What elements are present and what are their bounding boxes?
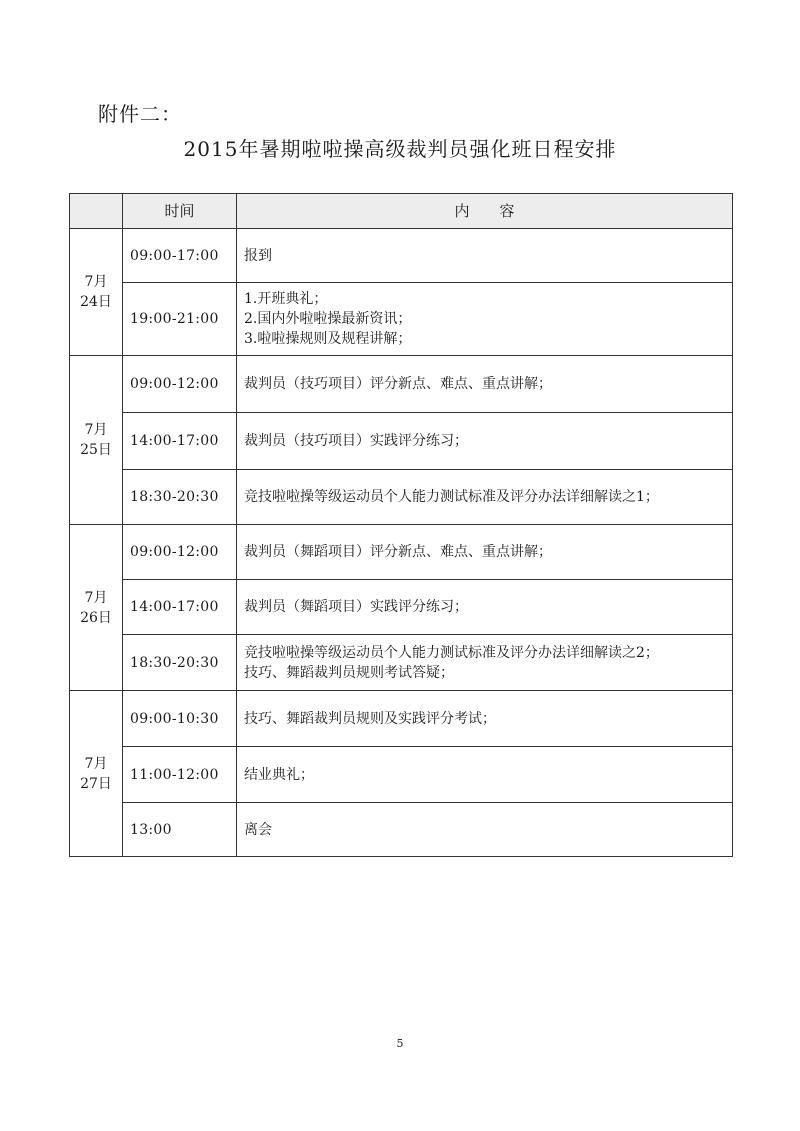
content-line: 裁判员（舞蹈项目）实践评分练习； <box>244 599 468 615</box>
content-line: 裁判员（舞蹈项目）评分新点、难点、重点讲解； <box>244 544 552 560</box>
time-cell: 13:00 <box>123 803 237 857</box>
table-row <box>70 525 733 580</box>
content-line: 竞技啦啦操等级运动员个人能力测试标准及评分办法详细解读之2； <box>244 644 659 661</box>
content-cell <box>237 283 733 356</box>
content-line: 裁判员（技巧项目）评分新点、难点、重点讲解； <box>244 376 552 392</box>
content-line: 裁判员（技巧项目）实践评分练习； <box>244 433 468 449</box>
content-line: 报到 <box>244 247 272 264</box>
date-cell <box>70 229 123 356</box>
content-line: 1.开班典礼； <box>244 291 328 307</box>
table-row <box>70 580 733 635</box>
table-row <box>70 356 733 413</box>
document-title: 2015年暑期啦啦操高级裁判员强化班日程安排 <box>183 137 617 161</box>
content-cell <box>237 413 733 470</box>
time-cell: 18:30-20:30 <box>123 635 237 691</box>
table-header-row <box>70 194 733 229</box>
content-line: 结业典礼； <box>244 766 314 783</box>
header-time: 时间 <box>123 194 237 229</box>
table-row <box>70 229 733 283</box>
table-row <box>70 691 733 747</box>
date-cell <box>70 356 123 525</box>
time-cell: 11:00-12:00 <box>123 747 237 803</box>
time-cell: 09:00-10:30 <box>123 691 237 747</box>
header-date <box>70 194 123 229</box>
content-line: 技巧、舞蹈裁判员规则及实践评分考试； <box>244 710 496 727</box>
date-cell <box>70 691 123 857</box>
content-line: 离会 <box>244 821 272 838</box>
table-row <box>70 747 733 803</box>
time-cell: 14:00-17:00 <box>123 413 237 470</box>
time-cell: 18:30-20:30 <box>123 470 237 525</box>
content-cell <box>237 747 733 803</box>
date-cell <box>70 525 123 691</box>
date-month: 7月 <box>84 274 108 290</box>
table-row <box>70 283 733 356</box>
table-row <box>70 413 733 470</box>
table-row <box>70 635 733 691</box>
content-cell <box>237 356 733 413</box>
content-cell <box>237 803 733 857</box>
time-cell: 19:00-21:00 <box>123 283 237 356</box>
content-cell <box>237 691 733 747</box>
date-day: 27日 <box>80 775 112 792</box>
time-cell: 09:00-12:00 <box>123 356 237 413</box>
table-row <box>70 803 733 857</box>
date-day: 26日 <box>80 609 112 626</box>
content-cell <box>237 580 733 635</box>
content-line: 技巧、舞蹈裁判员规则考试答疑； <box>244 664 454 681</box>
schedule-table <box>69 193 733 857</box>
time-cell: 09:00-12:00 <box>123 525 237 580</box>
content-cell <box>237 470 733 525</box>
header-content: 内 容 <box>237 194 733 229</box>
date-day: 24日 <box>80 294 112 310</box>
page-number: 5 <box>396 1037 404 1050</box>
date-month: 7月 <box>84 422 108 438</box>
content-line: 2.国内外啦啦操最新资讯； <box>244 311 412 327</box>
content-line: 3.啦啦操规则及规程讲解； <box>244 331 412 347</box>
time-cell: 14:00-17:00 <box>123 580 237 635</box>
content-cell <box>237 229 733 283</box>
date-month: 7月 <box>84 589 108 606</box>
time-cell: 09:00-17:00 <box>123 229 237 283</box>
content-cell <box>237 635 733 691</box>
table-row <box>70 470 733 525</box>
annex-label: 附件二： <box>98 102 182 126</box>
content-cell <box>237 525 733 580</box>
date-month: 7月 <box>84 755 108 772</box>
date-day: 25日 <box>80 442 112 458</box>
content-line: 竞技啦啦操等级运动员个人能力测试标准及评分办法详细解读之1； <box>244 489 659 505</box>
